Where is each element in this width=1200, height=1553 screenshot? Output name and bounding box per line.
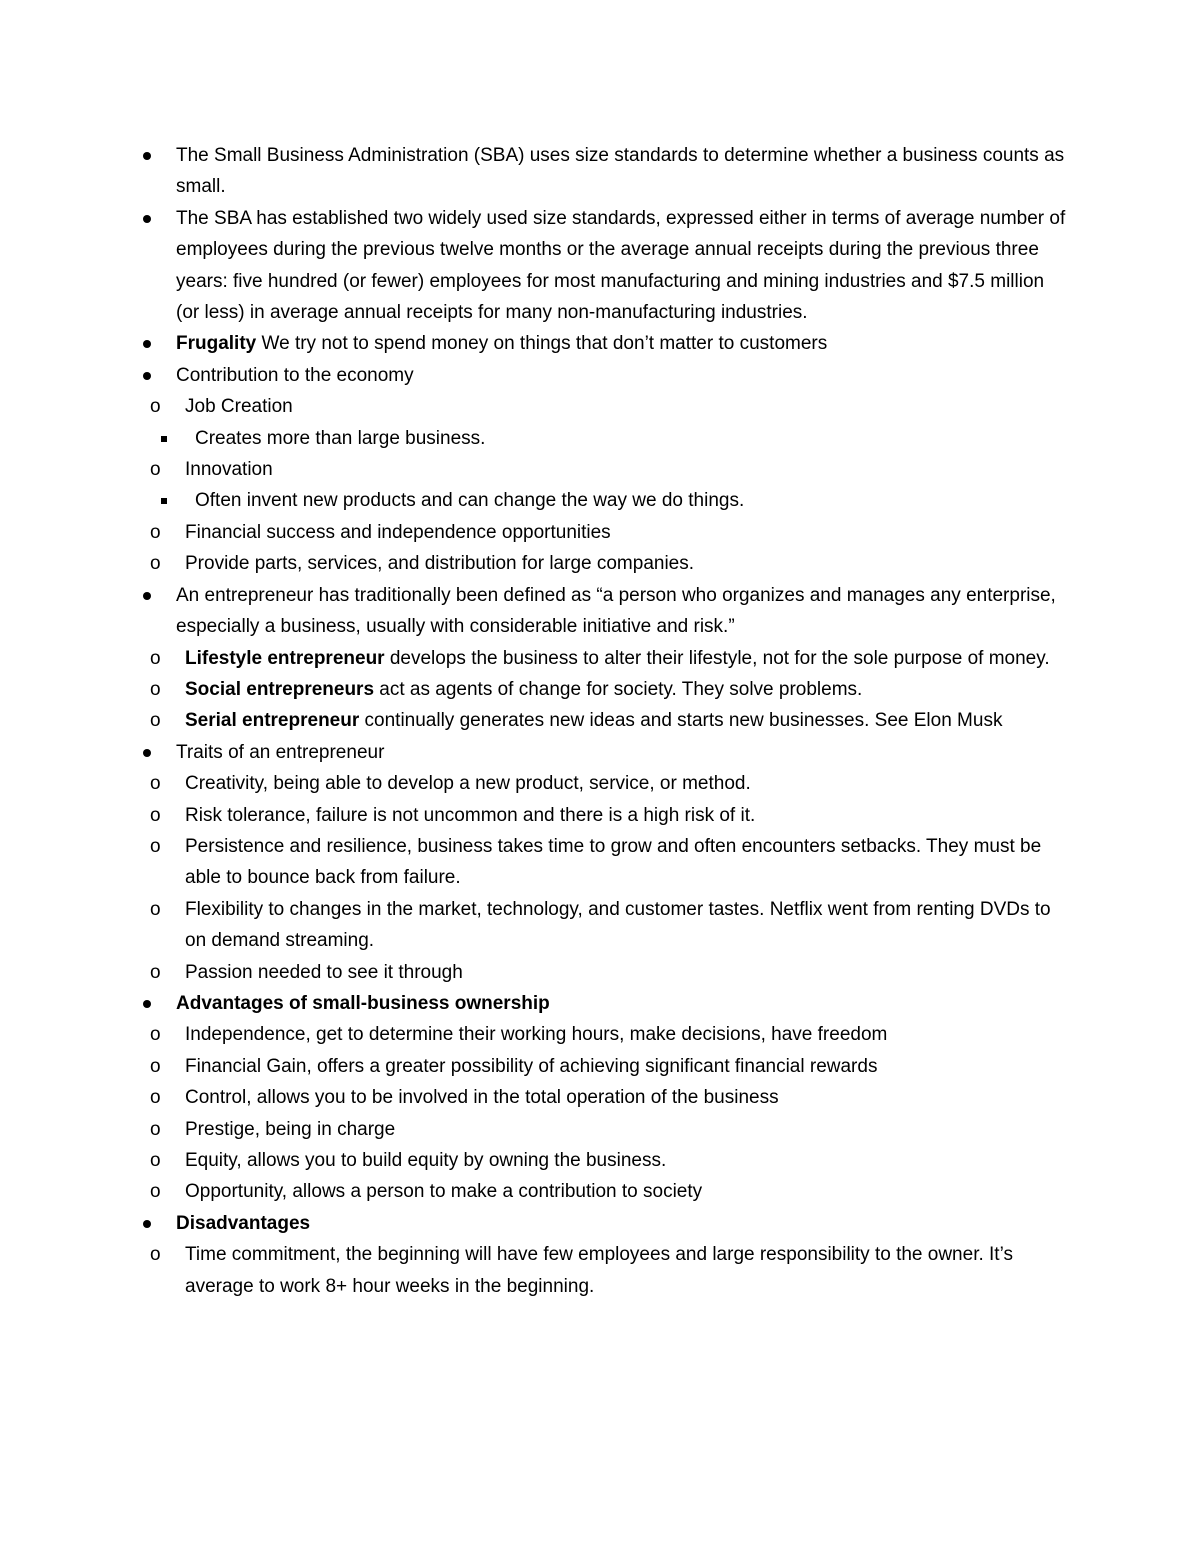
circle-bullet-icon: o (150, 553, 161, 575)
sub-list-item (0, 643, 1060, 674)
list-item-text: continually generates new ideas and starts new businesses. See Elon Musk (359, 710, 1003, 732)
list-item-text: Flexibility to changes in the market, technology, and customer tastes. Netflix went from renting DVDs to on demand streaming. (185, 898, 1051, 952)
list-item-text: Creates more than large business. (195, 427, 486, 449)
circle-bullet-icon: o (150, 678, 161, 700)
list-item-text: Innovation (185, 459, 273, 481)
list-item-text: Contribution to the economy (176, 364, 414, 386)
list-item-term: Frugality (176, 333, 257, 355)
bullet-list (0, 140, 1200, 1302)
bullet-icon (143, 152, 151, 160)
list-item-text: The Small Business Administration (SBA) uses size standards to determine whether a business counts as small. (176, 145, 1065, 198)
circle-bullet-icon: o (150, 1024, 161, 1046)
list-item-text: Independence, get to determine their working hours, make decisions, have freedom (185, 1024, 888, 1046)
list-item-text: Creativity, being able to develop a new product, service, or method. (185, 773, 751, 795)
circle-bullet-icon: o (150, 710, 161, 732)
bullet-icon (143, 372, 151, 380)
list-item-text: We try not to spend money on things that don’t matter to customers (256, 333, 828, 355)
list-item-text: Financial Gain, offers a greater possibility of achieving significant financial rewards (185, 1055, 878, 1077)
sub-list-item (0, 1114, 1060, 1145)
sub-sub-list-item (0, 485, 1055, 516)
sub-list-item (0, 768, 1060, 799)
square-bullet-icon (161, 498, 167, 504)
list-item-term: Social entrepreneurs (185, 678, 375, 700)
circle-bullet-icon: o (150, 1244, 161, 1266)
sub-list-item (0, 1145, 1060, 1176)
circle-bullet-icon: o (150, 961, 161, 983)
list-item-term: Lifestyle entrepreneur (185, 647, 385, 669)
list-item-text: Financial success and independence opportunities (185, 521, 611, 543)
list-item (0, 140, 1066, 203)
circle-bullet-icon: o (150, 835, 161, 857)
list-item-term: Serial entrepreneur (185, 710, 360, 732)
sub-list-item (0, 894, 1060, 957)
bullet-icon (143, 1000, 151, 1008)
sub-list-item (0, 705, 1060, 736)
list-item (0, 1208, 1066, 1239)
sub-list-item (0, 1239, 1060, 1302)
circle-bullet-icon: o (150, 1181, 161, 1203)
circle-bullet-icon: o (150, 459, 161, 481)
bullet-icon (143, 749, 151, 757)
sub-sub-list-item (0, 423, 1055, 454)
list-item-text: act as agents of change for society. They solve problems. (374, 678, 863, 700)
circle-bullet-icon: o (150, 647, 161, 669)
sub-list-item (0, 1019, 1060, 1050)
square-bullet-icon (161, 436, 167, 442)
sub-list-item (0, 454, 1060, 485)
sub-list-item (0, 548, 1060, 579)
circle-bullet-icon: o (150, 1087, 161, 1109)
list-item-text: Time commitment, the beginning will have few employees and large responsibility to the owner. It’s average to work 8+ hour weeks in the beginning. (185, 1244, 1013, 1297)
circle-bullet-icon: o (150, 773, 161, 795)
bullet-icon (143, 340, 151, 348)
list-item-text: Opportunity, allows a person to make a contribution to society (185, 1181, 703, 1203)
list-item-text: Equity, allows you to build equity by owning the business. (185, 1150, 667, 1171)
list-item-text: Control, allows you to be involved in the total operation of the business (185, 1087, 779, 1109)
list-item-text: Job Creation (185, 396, 293, 418)
list-item-term: Advantages of small-business ownership (176, 992, 550, 1014)
list-item-text: Prestige, being in charge (185, 1118, 396, 1140)
circle-bullet-icon: o (150, 898, 161, 920)
sub-list-item (0, 831, 1060, 894)
sub-list-item (0, 674, 1060, 705)
sub-list-item (0, 800, 1060, 831)
circle-bullet-icon: o (150, 804, 161, 826)
list-item-text: Passion needed to see it through (185, 961, 463, 983)
list-item (0, 580, 1066, 643)
list-item (0, 328, 1066, 359)
sub-list-item (0, 1051, 1060, 1082)
sub-list-item (0, 957, 1060, 988)
list-item (0, 988, 1066, 1019)
sub-list-item (0, 391, 1060, 422)
sub-list-item (0, 1082, 1060, 1113)
bullet-icon (143, 215, 151, 223)
list-item (0, 203, 1066, 329)
list-item-text: develops the business to alter their lifestyle, not for the sole purpose of money. (384, 647, 1050, 669)
list-item-text: Traits of an entrepreneur (176, 741, 385, 763)
list-item-text: An entrepreneur has traditionally been defined as “a person who organizes and manages any enterprise, especially a business, usually with considerable initiative and risk.” (176, 584, 1056, 638)
circle-bullet-icon: o (150, 396, 161, 418)
list-item-text: Risk tolerance, failure is not uncommon and there is a high risk of it. (185, 804, 756, 826)
list-item-text: Provide parts, services, and distribution for large companies. (185, 553, 695, 575)
list-item (0, 737, 1066, 768)
list-item-term: Disadvantages (176, 1212, 311, 1234)
bullet-icon (143, 1220, 151, 1228)
list-item-text: Persistence and resilience, business takes time to grow and often encounters setbacks. They must be able to bounce back from failure. (185, 835, 1042, 889)
list-item-text: Often invent new products and can change the way we do things. (195, 490, 745, 512)
circle-bullet-icon: o (150, 521, 161, 543)
circle-bullet-icon: o (150, 1055, 161, 1077)
circle-bullet-icon: o (150, 1118, 161, 1140)
sub-list-item (0, 1176, 1060, 1207)
bullet-icon (143, 592, 151, 600)
circle-bullet-icon: o (150, 1150, 161, 1171)
list-item (0, 360, 1066, 391)
sub-list-item (0, 517, 1060, 548)
list-item-text: The SBA has established two widely used size standards, expressed either in terms of average number of employees during the previous twelve months or the average annual receipts during the previous three years: five hundred (or fewer) employees for most manufacturing and mining industries and $7.5 million (or less) in average annual receipts for many non-manufacturing industries. (176, 207, 1066, 324)
